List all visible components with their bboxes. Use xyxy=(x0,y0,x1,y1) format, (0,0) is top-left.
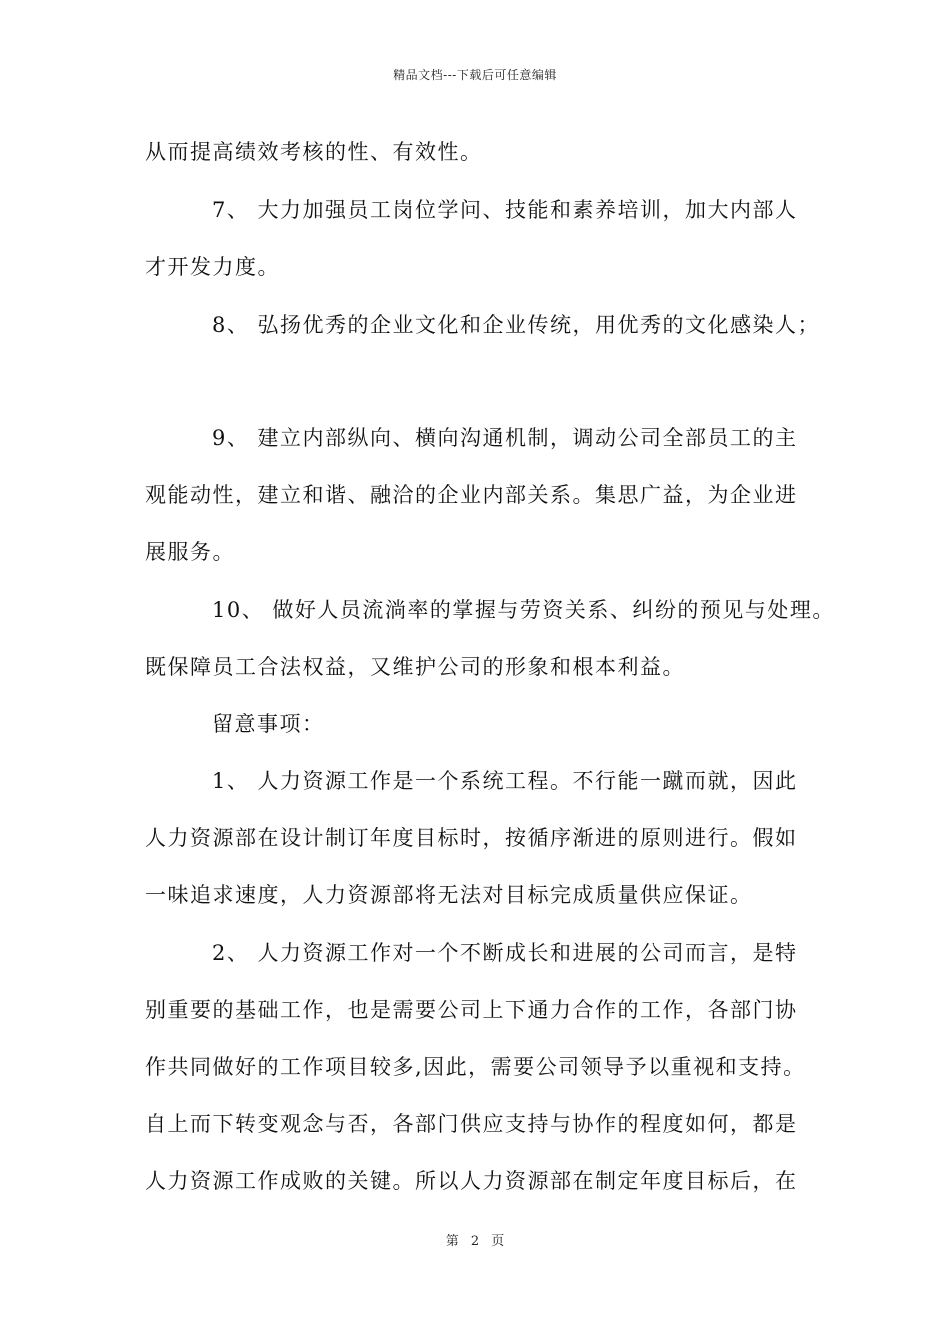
body-line: 才开发力度。 xyxy=(145,255,280,279)
page-number: 2 xyxy=(470,1234,480,1249)
body-line: 既保障员工合法权益，又维护公司的形象和根本利益。 xyxy=(145,655,685,679)
body-line: 7、 大力加强员工岗位学问、技能和素养培训，加大内部人 xyxy=(212,198,798,222)
body-line: 作共同做好的工作项目较多,因此，需要公司领导予以重视和支持。 xyxy=(145,1055,806,1079)
page-header: 精品文档---下载后可任意编辑 xyxy=(393,68,557,82)
body-line: 2、 人力资源工作对一个不断成长和进展的公司而言，是特 xyxy=(212,941,798,965)
body-line: 9、 建立内部纵向、横向沟通机制，调动公司全部员工的主 xyxy=(212,426,798,450)
body-line: 人力资源部在设计制订年度目标时，按循序渐进的原则进行。假如 xyxy=(145,826,798,850)
body-line: 10、 做好人员流淌率的掌握与劳资关系、纠纷的预见与处理。 xyxy=(212,598,835,622)
body-line: 一味追求速度，人力资源部将无法对目标完成质量供应保证。 xyxy=(145,883,753,907)
body-line: 观能动性，建立和谐、融洽的企业内部关系。集思广益，为企业进 xyxy=(145,483,798,507)
body-line: 自上而下转变观念与否，各部门供应支持与协作的程度如何，都是 xyxy=(145,1112,798,1136)
page-footer xyxy=(0,1230,950,1249)
body-line: 别重要的基础工作，也是需要公司上下通力合作的工作，各部门协 xyxy=(145,998,798,1022)
section-heading: 留意事项： xyxy=(212,712,325,736)
body-line: 从而提高绩效考核的性、有效性。 xyxy=(145,140,483,164)
body-line: 展服务。 xyxy=(145,540,235,564)
footer-prefix: 第 xyxy=(445,1234,459,1249)
body-line: 8、 弘扬优秀的企业文化和企业传统，用优秀的文化感染人； xyxy=(212,313,821,337)
body-line: 人力资源工作成败的关键。所以人力资源部在制定年度目标后，在 xyxy=(145,1169,798,1193)
footer-suffix: 页 xyxy=(491,1234,505,1249)
body-line: 1、 人力资源工作是一个系统工程。不行能一蹴而就，因此 xyxy=(212,769,798,793)
